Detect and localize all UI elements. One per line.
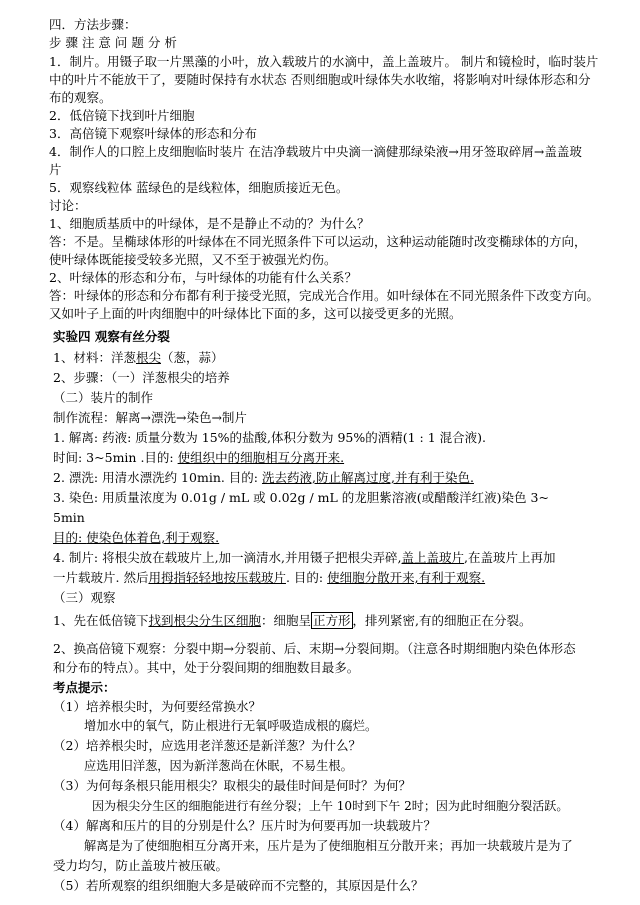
materials-underlined: 根尖: [135, 350, 161, 365]
key-point-3-answer: 因为根尖分生区的细胞能进行有丝分裂；上午 10时到下午 2时；因为此时细胞分裂活跃。: [92, 799, 569, 813]
experiment-4-title: 实验四 观察有丝分裂: [53, 329, 170, 344]
rinsing-line: [53, 469, 613, 487]
staining-purpose-label: 目的:: [53, 530, 87, 545]
key-point-1-answer: 增加水中的氧气，防止根进行无氧呼吸造成根的腐烂。: [84, 719, 378, 733]
observation-1: [53, 612, 613, 630]
dissociation-line-2: [53, 449, 613, 467]
key-point-2-answer: 应选用旧洋葱，因为新洋葱尚在休眠，不易生根。: [84, 759, 353, 773]
staining-line-1: 3. 染色: 用质量浓度为 0.01g / mL 或 0.02g / mL 的龙胆紫溶液(或醋酸洋红液)染色 3~: [53, 490, 549, 505]
section-2-heading: （二）装片的制作: [53, 390, 154, 405]
section-3-heading: （三）观察: [53, 590, 116, 605]
question-1: 1、细胞质基质中的叶绿体，是不是静止不动的？为什么？: [49, 216, 370, 231]
mounting-underlined-2: 用拇指轻轻地按压载玻片: [148, 570, 286, 585]
boxed-term: 正方形: [313, 613, 351, 628]
staining-purpose-line: [53, 529, 613, 547]
step-2: 2．低倍镜下找到叶片细胞: [49, 108, 195, 123]
key-point-3-question: （3）为何每条根只能用根尖？取根尖的最佳时间是何时？为何？: [53, 778, 411, 793]
steps-line: 2、步骤：（一）洋葱根尖的培养: [53, 370, 230, 385]
staining-line-2: 5min: [53, 510, 85, 525]
mounting-text-1: 4. 制片: 将根尖放在载玻片上,加一滴清水,并用镊子把根尖弄碎,: [53, 550, 402, 565]
key-point-4-answer-line-1: 解离是为了使细胞相互分离开来，压片是为了使细胞相互分散开来；再加一块载玻片是为了: [84, 839, 573, 853]
dissociation-time: 时间: 3~5min .目的:: [53, 450, 178, 465]
step-1-line-1: 1．制片。用镊子取一片黑藻的小叶，放入载玻片的水滴中，盖上盖玻片。 制片和镜检时，临时装片: [49, 54, 599, 69]
step-3: 3．高倍镜下观察叶绿体的形态和分布: [49, 126, 257, 141]
observation-1-prefix: 1、先在低倍镜下: [53, 613, 149, 628]
mounting-text-3: 一片载玻片. 然后: [53, 570, 149, 585]
step-5: 5．观察线粒体 蓝绿色的是线粒体，细胞质接近无色。: [49, 180, 349, 195]
answer-2-line-1: 答：叶绿体的形态和分布都有利于接受光照，完成光合作用。如叶绿体在不同光照条件下改变方向。: [49, 288, 600, 303]
materials-suffix: （葱，蒜）: [160, 350, 224, 365]
observation-1-underlined: 找到根尖分生区细胞: [148, 613, 261, 628]
question-2: 2、叶绿体的形态和分布，与叶绿体的功能有什么关系？: [49, 270, 357, 285]
step-4-line-1: 4．制作人的口腔上皮细胞临时装片 在洁净载玻片中央滴一滴健那绿染液→用牙签取碎屑→盖盖玻: [49, 144, 582, 159]
rinsing-purpose: 洗去药液,防止解离过度,并有利于染色.: [262, 470, 474, 485]
answer-2-line-2: 又如叶子上面的叶肉细胞中的叶绿体比下面的多，这可以接受更多的光照。: [49, 306, 462, 321]
observation-1-mid: ：细胞呈: [260, 613, 311, 628]
observation-2-line-2: 和分布的特点）。其中，处于分裂间期的细胞数目最多。: [53, 660, 360, 675]
answer-1-line-2: 使叶绿体既能接受较多光照，又不至于被强光灼伤。: [49, 252, 337, 267]
mounting-underlined-1: 盖上盖玻片: [401, 550, 465, 565]
key-points-heading: 考点提示：: [53, 680, 116, 695]
key-point-5-question: （5）若所观察的组织细胞大多是破碎而不完整的，其原因是什么？: [53, 878, 424, 893]
key-point-4-answer-line-2: 受力均匀，防止盖玻片被压破。: [53, 858, 229, 873]
step-1-line-3: 布的观察。: [49, 90, 112, 105]
mounting-text-4: . 目的:: [285, 570, 328, 585]
step-header: 步 骤 注 意 问 题 分 析: [49, 35, 177, 50]
method-heading: 四．方法步骤：: [49, 17, 137, 32]
mounting-purpose: 使细胞分散开来,有利于观察.: [327, 570, 486, 585]
observation-1-suffix: ，排列紧密,有的细胞正在分裂。: [352, 613, 532, 628]
key-point-1-question: （1）培养根尖时，为何要经常换水？: [53, 699, 261, 714]
answer-1-line-1: 答：不是。呈椭球体形的叶绿体在不同光照条件下可以运动，这种运动能随时改变椭球体的方向，: [49, 234, 587, 249]
staining-purpose: 使染色体着色,利于观察.: [86, 530, 220, 545]
step-1-line-2: 中的叶片不能放干了，要随时保持有水状态 否则细胞或叶绿体失水收缩，将影响对叶绿体形态和分: [49, 72, 591, 87]
key-point-2-question: （2）培养根尖时，应选用老洋葱还是新洋葱？为什么？: [53, 738, 361, 753]
mounting-line-1: [53, 549, 613, 567]
key-point-4-question: （4）解离和压片的目的分别是什么？压片时为何要再加一块载玻片？: [53, 818, 436, 833]
mounting-text-2: ,在盖玻片上再加: [464, 550, 556, 565]
rinsing-text: 2. 漂洗: 用清水漂洗约 10min. 目的:: [53, 470, 262, 485]
step-4-line-2: 片: [49, 162, 62, 177]
dissociation-purpose: 使组织中的细胞相互分离开来.: [177, 450, 345, 465]
materials-prefix: 1、材料：洋葱: [53, 350, 136, 365]
discussion-heading: 讨论：: [49, 198, 87, 213]
procedure-flow: 制作流程：解离→漂洗→染色→制片: [53, 410, 247, 425]
dissociation-line-1: 1. 解离: 药液: 质量分数为 15%的盐酸,体积分数为 95%的酒精(1 : 1 混合液).: [53, 430, 487, 445]
materials-line: [53, 349, 613, 367]
observation-2-line-1: 2、换高倍镜下观察：分裂中期→分裂前、后、末期→分裂间期。（注意各时期细胞内染色体形态: [53, 641, 576, 656]
mounting-line-2: [53, 569, 613, 587]
